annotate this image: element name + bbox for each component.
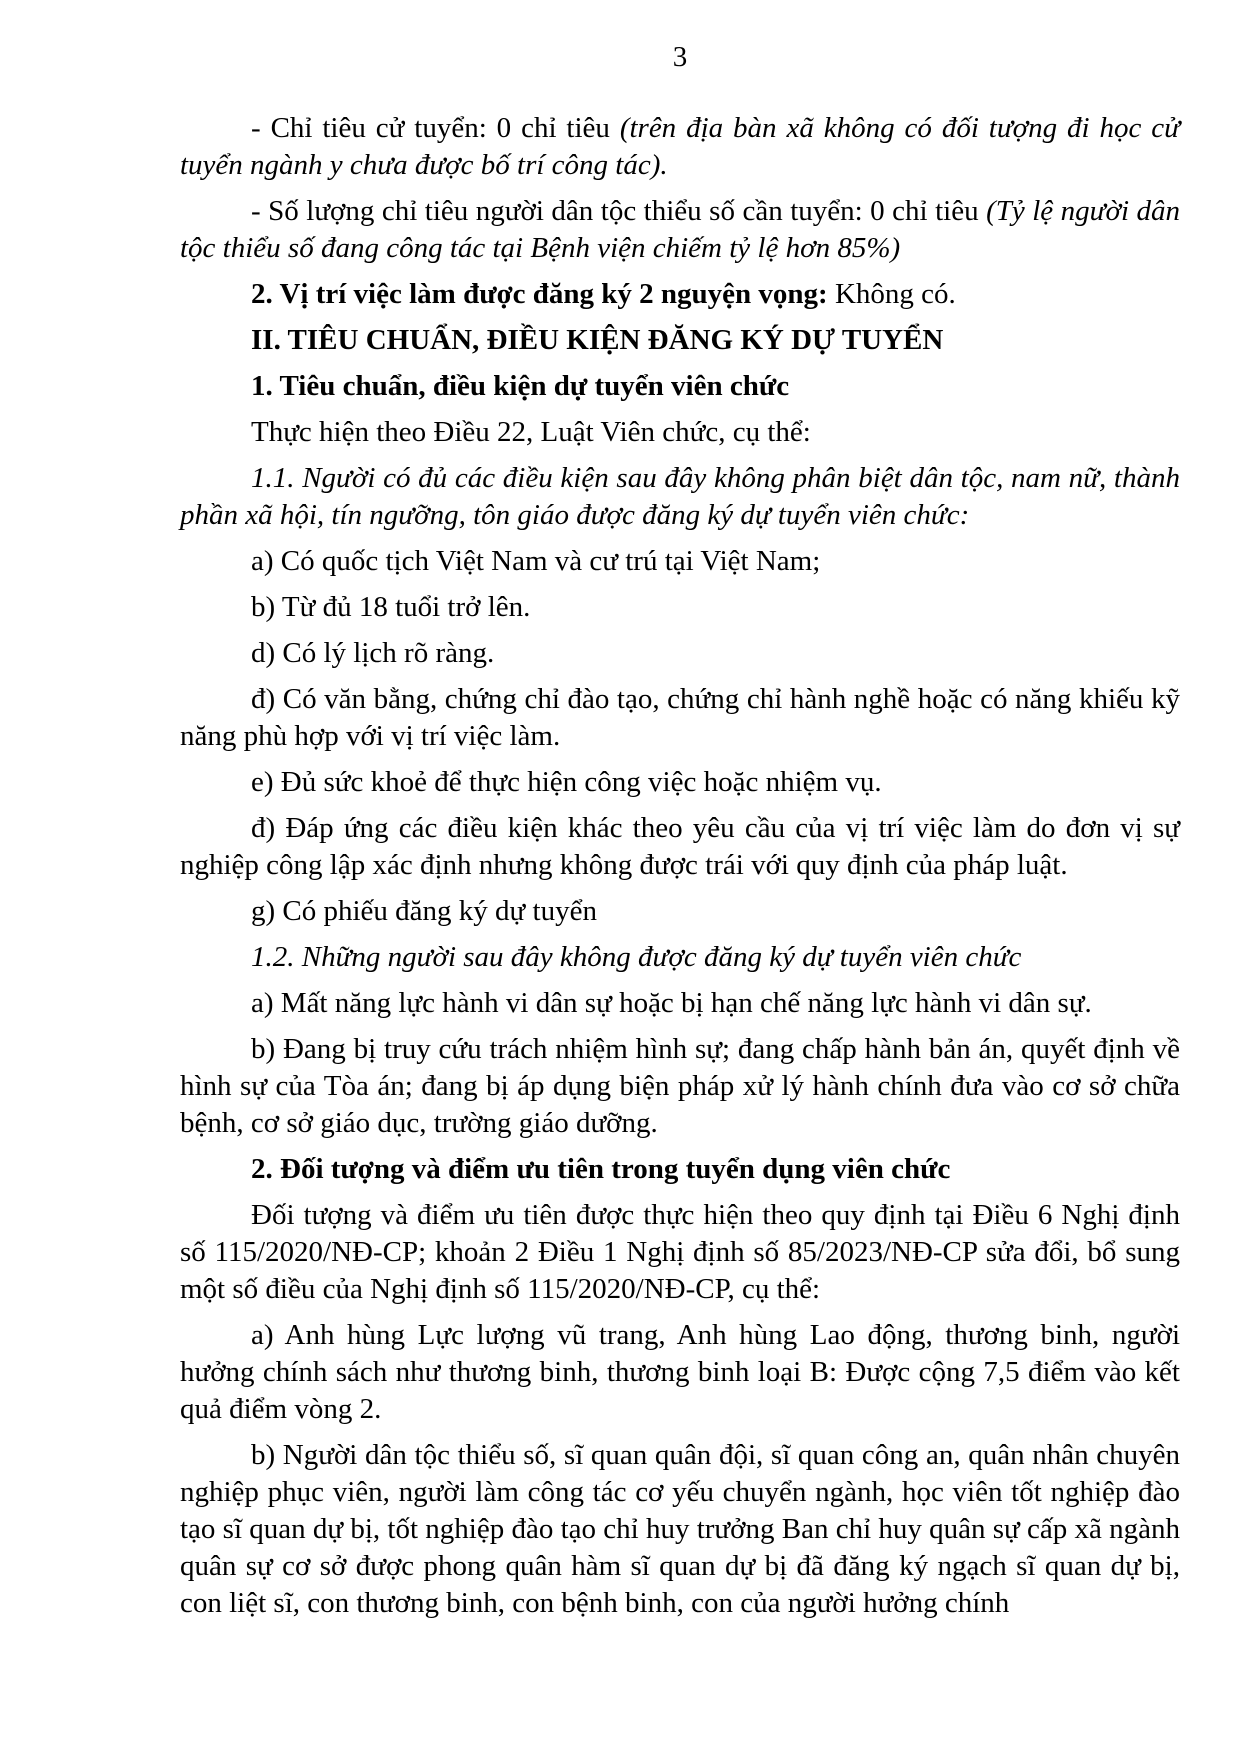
- document-body: [180, 110, 1180, 1622]
- text-run: - Chỉ tiêu cử tuyển: 0 chỉ tiêu: [251, 112, 620, 144]
- text-run: 2. Đối tượng và điểm ưu tiên trong tuyển dụng viên chức: [251, 1153, 951, 1185]
- text-run: b) Từ đủ 18 tuổi trở lên.: [251, 591, 531, 623]
- text-run: 2. Vị trí việc làm được đăng ký 2 nguyện vọng:: [251, 278, 835, 310]
- paragraph-doi-tuong-uu-tien: [180, 1197, 1180, 1308]
- paragraph-quota-cu-tuyen: [180, 110, 1180, 184]
- subsection-heading-2: [180, 1151, 1180, 1188]
- subsection-heading-1-2: [180, 939, 1180, 976]
- list-item-dd: [180, 681, 1180, 755]
- section-heading-ii: [180, 322, 1180, 359]
- text-run: 1. Tiêu chuẩn, điều kiện dự tuyển viên chức: [251, 370, 790, 402]
- list-item-a3: [180, 1317, 1180, 1428]
- list-item-a2: [180, 985, 1180, 1022]
- paragraph-vi-tri-2-nguyen-vong: [180, 276, 1180, 313]
- text-run: đ) Đáp ứng các điều kiện khác theo yêu cầu của vị trí việc làm do đơn vị sự nghiệp công lập xác định nhưng không được trái với quy định của pháp luật.: [180, 812, 1180, 881]
- text-run: II. TIÊU CHUẨN, ĐIỀU KIỆN ĐĂNG KÝ DỰ TUYỂN: [251, 324, 944, 356]
- paragraph-quota-dan-toc: [180, 193, 1180, 267]
- list-item-a: [180, 543, 1180, 580]
- text-run: Thực hiện theo Điều 22, Luật Viên chức, cụ thể:: [251, 416, 811, 448]
- text-run: - Số lượng chỉ tiêu người dân tộc thiểu số cần tuyển: 0 chỉ tiêu: [251, 195, 987, 227]
- subsection-heading-1: [180, 368, 1180, 405]
- text-run: Đối tượng và điểm ưu tiên được thực hiện theo quy định tại Điều 6 Nghị định số 115/2020/NĐ-CP; khoản 2 Điều 1 Nghị định số 85/2023/NĐ-CP sửa đổi, bổ sung một số điều của Nghị định số 115/2020/NĐ-CP, cụ thể:: [180, 1199, 1180, 1305]
- text-run: a) Anh hùng Lực lượng vũ trang, Anh hùng Lao động, thương binh, người hưởng chính sách như thương binh, thương binh loại B: Được cộng 7,5 điểm vào kết quả điểm vòng 2.: [180, 1319, 1180, 1425]
- text-run: a) Có quốc tịch Việt Nam và cư trú tại Việt Nam;: [251, 545, 821, 577]
- text-run: e) Đủ sức khoẻ để thực hiện công việc hoặc nhiệm vụ.: [251, 766, 882, 798]
- text-run: (Tỷ lệ người dân tộc thiểu số đang công tác tại Bệnh viện chiếm tỷ lệ hơn 85%): [180, 195, 1181, 264]
- text-run: d) Có lý lịch rõ ràng.: [251, 637, 495, 669]
- text-run: (trên địa bàn xã không có đối tượng đi học cử tuyển ngành y chưa được bố trí công tác).: [180, 112, 1180, 181]
- text-run: 1.1. Người có đủ các điều kiện sau đây không phân biệt dân tộc, nam nữ, thành phần xã hội, tín ngưỡng, tôn giáo được đăng ký dự tuyển viên chức:: [180, 462, 1180, 531]
- page-number: 3: [672, 41, 688, 73]
- text-run: b) Đang bị truy cứu trách nhiệm hình sự; đang chấp hành bản án, quyết định về hình sự của Tòa án; đang bị áp dụng biện pháp xử lý hành chính đưa vào cơ sở chữa bệnh, cơ sở giáo dục, trường giáo dưỡng.: [180, 1033, 1180, 1139]
- list-item-e: [180, 764, 1180, 801]
- text-run: 1.2. Những người sau đây không được đăng ký dự tuyển viên chức: [251, 941, 1022, 973]
- text-run: g) Có phiếu đăng ký dự tuyển: [251, 895, 597, 927]
- text-run: Không có.: [834, 278, 956, 310]
- text-run: a) Mất năng lực hành vi dân sự hoặc bị hạn chế năng lực hành vi dân sự.: [251, 987, 1092, 1019]
- paragraph-thuc-hien-dieu-22: [180, 414, 1180, 451]
- subsection-heading-1-1: [180, 460, 1180, 534]
- list-item-b2: [180, 1031, 1180, 1142]
- list-item-dd2: [180, 810, 1180, 884]
- list-item-b3: [180, 1437, 1180, 1622]
- list-item-g: [180, 893, 1180, 930]
- list-item-d: [180, 635, 1180, 672]
- text-run: b) Người dân tộc thiểu số, sĩ quan quân đội, sĩ quan công an, quân nhân chuyên nghiệp phục viên, người làm công tác cơ yếu chuyển ngành, học viên tốt nghiệp đào tạo sĩ quan dự bị, tốt nghiệp đào tạo chỉ huy trưởng Ban chỉ huy quân sự cấp xã ngành quân sự cơ sở được phong quân hàm sĩ quan dự bị đã đăng ký ngạch sĩ quan dự bị, con liệt sĩ, con thương binh, con bệnh binh, con của người hưởng chính: [180, 1439, 1180, 1619]
- list-item-b: [180, 589, 1180, 626]
- text-run: đ) Có văn bằng, chứng chỉ đào tạo, chứng chỉ hành nghề hoặc có năng khiếu kỹ năng phù hợp với vị trí việc làm.: [180, 683, 1180, 752]
